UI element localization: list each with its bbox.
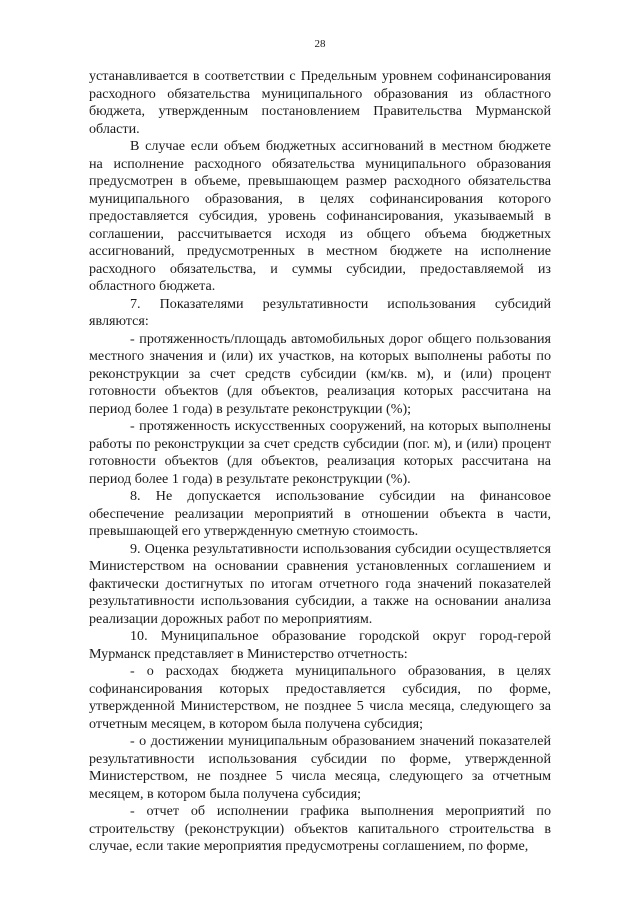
paragraph-section-9: 9. Оценка результативности использования субсидии осуществляется Министерством на основании сравнения установленных соглашением и фактически достигнутых по итогам отчетного года значений показателей результативности использования субсидии, а также на основании анализа реализации дорожных работ по мероприятиям. [89,540,551,627]
list-item-artificial-structures: - протяженность искусственных сооружений, на которых выполнены работы по реконструкции за счет средств субсидии (пог. м), и (или) процент готовности объектов (для объектов, реализация которых рассчитана на период более 1 года) в результате реконструкции (%). [89,418,551,487]
list-item-expense-report: - о расходах бюджета муниципального образования, в целях софинансирования которых предоставляется субсидия, по форме, утвержденной Министерством, не позднее 5 числа месяца, следующего за отчетным месяцем, в котором была получена субсидия; [89,663,551,732]
list-item-schedule-report: - отчет об исполнении графика выполнения мероприятий по строительству (реконструкции) объектов капитального строительства в случае, если такие мероприятия предусмотрены соглашением, по форме, [89,803,551,854]
paragraph-section-10: 10. Муниципальное образование городской округ город-герой Мурманск представляет в Министерство отчетность: [89,628,551,662]
list-item-road-length: - протяженность/площадь автомобильных дорог общего пользования местного значения и (или) их участков, на которых выполнены работы по реконструкции за счет средств субсидии (км/кв. м), и (или) процент готовности объектов (для объектов, реализация которых рассчитана на период более 1 года) в результате реконструкции (%); [89,330,551,417]
page-number: 28 [314,38,326,50]
paragraph-budget-allocation: В случае если объем бюджетных ассигнований в местном бюджете на исполнение расходного обязательства муниципального образования предусмотрен в объеме, превышающем размер расходного обязательства муниципального образования, в целях софинансирования которого предоставляется субсидия, уровень софинансирования, указываемый в соглашении, рассчитывается исходя из общего объема бюджетных ассигнований, предусмотренных в местном бюджете на исполнение расходного обязательства, и суммы субсидии, предоставляемой из областного бюджета. [89,138,551,294]
document-body [89,68,551,856]
list-item-performance-report: - о достижении муниципальным образованием значений показателей результативности использования субсидии по форме, утвержденной Министерством, не позднее 5 числа месяца, следующего за отчетным месяцем, в котором была получена субсидия; [89,733,551,802]
paragraph-section-7: 7. Показателями результативности использования субсидий являются: [89,295,551,329]
paragraph-section-8: 8. Не допускается использование субсидии на финансовое обеспечение реализации мероприятий в отношении объекта в части, превышающей его утвержденную сметную стоимость. [89,488,551,539]
paragraph-cofinancing-limit: устанавливается в соответствии с Предельным уровнем софинансирования расходного обязательства муниципального образования из областного бюджета, утвержденным постановлением Правительства Мурманской области. [89,68,551,137]
